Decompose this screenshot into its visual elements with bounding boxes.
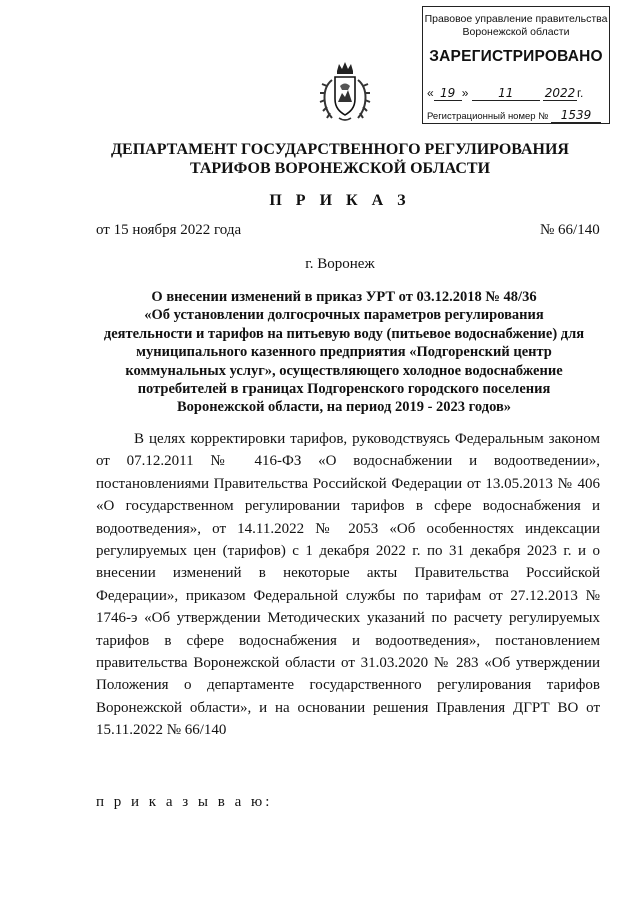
subject-line: деятельности и тарифов на питьевую воду (питьевое водоснабжение) для (103, 325, 585, 342)
registration-stamp (422, 6, 610, 124)
stamp-number-label: Регистрационный номер № (427, 111, 549, 122)
subject-line: Воронежской области, на период 2019 - 2023 годов» (176, 399, 512, 416)
subject-line: коммунальных услуг», осуществляющего холодное водоснабжение (125, 362, 563, 379)
order-date: от 15 ноября 2022 года (96, 222, 242, 238)
document-type: П Р И К А З (269, 192, 411, 209)
subject-line: «Об установлении долгосрочных параметров регулирования (144, 307, 544, 324)
stamp-organization (423, 13, 609, 39)
subject-line: муниципального казенного предприятия «Подгоренский центр (136, 344, 552, 361)
stamp-date-row: « 19 » 11 2022 г. (427, 86, 584, 100)
department-name (60, 140, 620, 178)
stamp-number: 1539 (551, 108, 601, 123)
stamp-year: 2022 (544, 86, 576, 100)
stamp-day: 19 (434, 86, 462, 101)
order-number: № 66/140 (540, 222, 600, 238)
department-line-2: ТАРИФОВ ВОРОНЕЖСКОЙ ОБЛАСТИ (189, 160, 491, 177)
stamp-org-line-1: Правовое управление правительства (424, 13, 608, 25)
department-line-1: ДЕПАРТАМЕНТ ГОСУДАРСТВЕННОГО РЕГУЛИРОВАНИЯ (111, 141, 569, 158)
order-subject (84, 288, 604, 417)
subject-line: потребителей в границах Подгоренского городского поселения (137, 381, 551, 398)
stamp-registered-label: ЗАРЕГИСТРИРОВАНО (429, 48, 603, 65)
stamp-month: 11 (472, 86, 540, 101)
stamp-number-row (427, 108, 611, 122)
coat-of-arms-icon (318, 60, 372, 126)
city: г. Воронеж (305, 256, 375, 272)
decree-word: п р и к а з ы в а ю: (96, 794, 273, 810)
stamp-year-suffix: г. (577, 86, 584, 100)
subject-line: О внесении изменений в приказ УРТ от 03.12.2018 № 48/36 (151, 289, 537, 305)
preamble-paragraph: В целях корректировки тарифов, руководствуясь Федеральным законом от 07.12.2011 № 416-ФЗ «О водоснабжении и водоотведении», постановлениями Правительства Российской Федерации от 13.05.2013 № 406 «О государственном регулировании тарифов в сфере водоснабжения и водоотведения», от 14.11.2022 № 2053 «Об особенностях индексации регулируемых цен (тарифов) с 1 декабря 2022 г. по 31 декабря 2023 г. и о внесении изменений в некоторые акты Правительства Российской Федерации», приказом Федеральной службы по тарифам от 27.12.2013 № 1746-э «Об утверждении Методических указаний по расчету регулируемых тарифов в сфере водоснабжения и водоотведения», постановлением правительства Воронежской области от 31.03.2020 № 283 «Об утверждении Положения о департаменте государственного регулирования тарифов Воронежской области», и на основании решения Правления ДГРТ ВО от 15.11.2022 № 66/140 (96, 431, 600, 739)
stamp-org-line-2: Воронежской области (462, 26, 570, 38)
